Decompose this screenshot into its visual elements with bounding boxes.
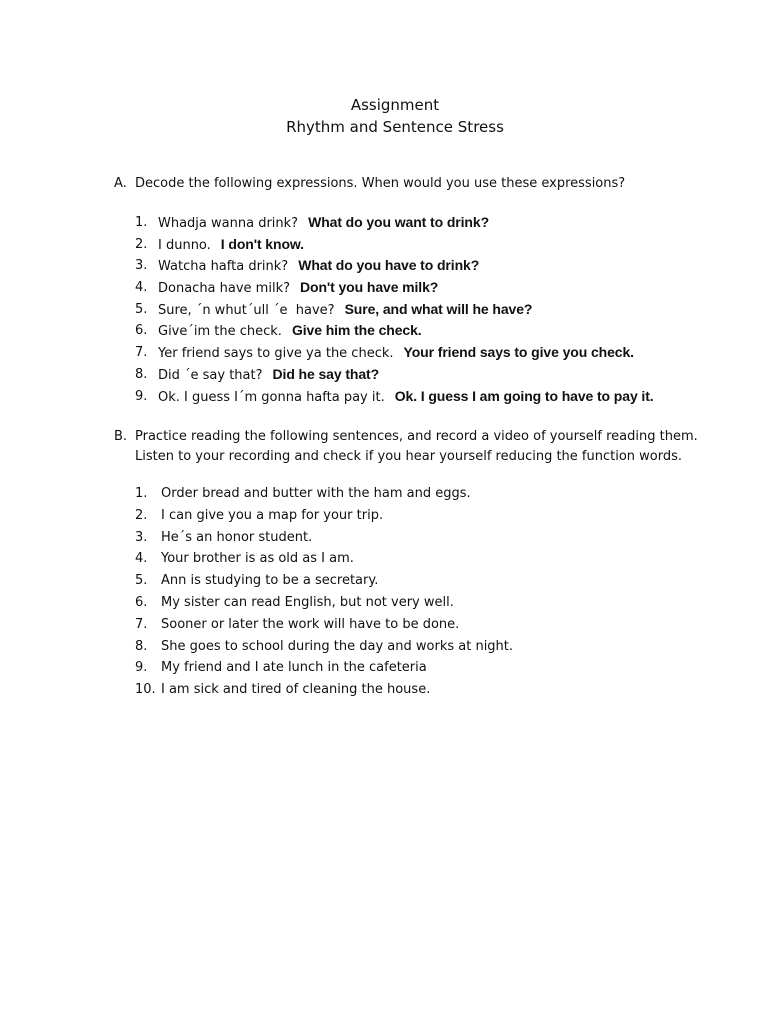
decoded-answer: I don't know. (220, 235, 304, 252)
section-b-instruction-line-1: Practice reading the following sentences, and record a video of yourself reading them. (135, 429, 698, 444)
section-b-instruction-line-2: Listen to your recording and check if you hear yourself reducing the function words. (135, 449, 683, 464)
decoded-answer: What do you want to drink? (308, 214, 490, 230)
section-a-letter: A. (114, 176, 127, 191)
item-number: 2. (135, 236, 148, 252)
item-number: 7. (135, 616, 148, 632)
decoded-answer: Don't you have milk? (300, 279, 439, 296)
item-number: 5. (135, 301, 148, 317)
practice-sentence: He´s an honor student. (161, 529, 313, 545)
item-number: 8. (135, 638, 148, 654)
item-number: 4. (135, 551, 148, 567)
practice-sentence: I am sick and tired of cleaning the house. (161, 682, 431, 698)
reduced-expression: Ok. I guess I´m gonna hafta pay it. (158, 389, 385, 405)
section-a-instruction: Decode the following expressions. When would you use these expressions? (135, 176, 626, 191)
decoded-answer: Ok. I guess I am going to have to pay it. (394, 387, 654, 404)
item-number: 1. (135, 486, 148, 501)
reduced-expression: Give´im the check. (158, 324, 282, 340)
reduced-expression: Whadja wanna drink? (158, 216, 299, 231)
item-number: 2. (135, 507, 148, 523)
item-number: 6. (135, 594, 148, 610)
decoded-answer: Did he say that? (272, 365, 380, 382)
item-number: 7. (135, 345, 148, 361)
item-number: 3. (135, 529, 148, 545)
practice-sentence: She goes to school during the day and works at night. (161, 638, 514, 654)
item-number: 4. (135, 280, 148, 296)
reduced-expression: Yer friend says to give ya the check. (158, 346, 394, 362)
practice-sentence: Your brother is as old as I am. (161, 551, 354, 567)
practice-sentence: My friend and I ate lunch in the cafeteria (161, 660, 427, 676)
document-subtitle: Rhythm and Sentence Stress (286, 118, 504, 136)
item-number: 9. (135, 388, 148, 404)
practice-sentence: Sooner or later the work will have to be done. (161, 616, 460, 632)
reduced-expression: Donacha have milk? (158, 281, 290, 297)
reduced-expression: Did ´e say that? (158, 367, 263, 383)
item-number: 9. (135, 660, 148, 676)
item-number: 1. (135, 215, 148, 230)
item-number: 8. (135, 366, 148, 382)
decoded-answer: Your friend says to give you check. (403, 344, 634, 361)
reduced-expression: Watcha hafta drink? (158, 259, 289, 275)
item-number: 10. (135, 682, 156, 698)
document-title: Assignment (350, 96, 440, 114)
item-number: 6. (135, 323, 148, 339)
practice-sentence: I can give you a map for your trip. (161, 507, 384, 523)
practice-sentence: My sister can read English, but not very well. (161, 594, 454, 610)
section-b-letter: B. (114, 429, 128, 444)
reduced-expression: Sure, ´n whut´ull ´e have? (158, 302, 335, 318)
practice-sentence: Order bread and butter with the ham and eggs. (161, 486, 471, 501)
reduced-expression: I dunno. (158, 237, 211, 253)
decoded-answer: What do you have to drink? (298, 257, 480, 274)
practice-sentence: Ann is studying to be a secretary. (161, 573, 379, 589)
item-number: 3. (135, 258, 148, 274)
item-number: 5. (135, 573, 148, 589)
decoded-answer: Give him the check. (291, 322, 422, 339)
decoded-answer: Sure, and what will he have? (344, 300, 533, 317)
